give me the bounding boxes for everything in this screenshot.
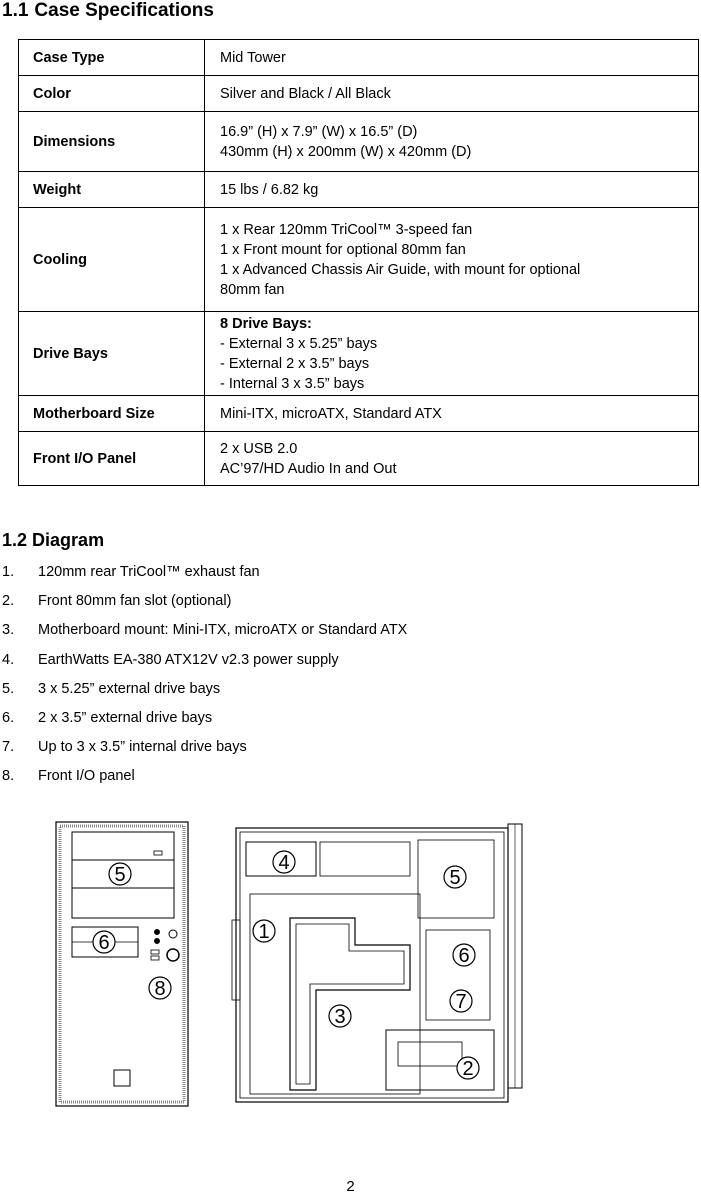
spec-value xyxy=(205,76,699,112)
case-diagram-svg xyxy=(50,820,530,1120)
spec-row xyxy=(19,112,699,172)
callout-5-front xyxy=(109,863,131,886)
spec-label: Dimensions xyxy=(19,112,205,172)
legend-number: 2. xyxy=(2,593,15,610)
callout-5-side xyxy=(444,866,466,889)
spec-value xyxy=(205,432,699,486)
spec-value-line: - Internal 3 x 3.5” bays xyxy=(220,375,365,392)
callout-number: 1 xyxy=(258,921,270,943)
spec-value-line: 1 x Rear 120mm TriCool™ 3-speed fan xyxy=(220,221,473,238)
section-heading-diagram xyxy=(2,530,104,551)
case-diagram xyxy=(50,820,530,1125)
legend-number: 8. xyxy=(2,768,15,785)
callout-7-side xyxy=(450,990,472,1013)
spec-value-line: 80mm fan xyxy=(220,281,285,298)
callout-6-front xyxy=(93,931,115,954)
callout-number: 5 xyxy=(449,867,461,889)
callout-2-side xyxy=(457,1057,479,1080)
spec-table xyxy=(18,39,699,486)
callout-number: 2 xyxy=(462,1058,474,1080)
spec-value-line: 8 Drive Bays: xyxy=(220,315,312,332)
callout-3-side xyxy=(329,1005,351,1028)
legend-number: 3. xyxy=(2,622,15,639)
spec-label: Case Type xyxy=(19,40,205,76)
callout-4-side xyxy=(273,851,295,874)
callout-number: 8 xyxy=(154,978,166,1000)
spec-value-line: 16.9” (H) x 7.9” (W) x 16.5” (D) xyxy=(220,123,418,140)
spec-row xyxy=(19,172,699,208)
spec-row xyxy=(19,76,699,112)
legend-text: Up to 3 x 3.5” internal drive bays xyxy=(38,739,247,756)
legend-text: Front I/O panel xyxy=(38,768,135,785)
spec-value xyxy=(205,312,699,396)
legend-number: 4. xyxy=(2,651,15,668)
legend-text: 120mm rear TriCool™ exhaust fan xyxy=(38,564,260,580)
spec-value-line: AC’97/HD Audio In and Out xyxy=(220,460,397,477)
spec-value-line: 15 lbs / 6.82 kg xyxy=(220,181,319,198)
spec-value-line: 1 x Front mount for optional 80mm fan xyxy=(220,241,466,258)
callout-number: 7 xyxy=(455,991,467,1013)
spec-value-line: Silver and Black / All Black xyxy=(220,85,391,102)
section-title: Diagram xyxy=(32,530,105,550)
callout-number: 6 xyxy=(98,932,110,954)
spec-value-line: Mini-ITX, microATX, Standard ATX xyxy=(220,405,442,422)
spec-label: Drive Bays xyxy=(19,312,205,396)
section-heading-specs xyxy=(2,0,214,22)
spec-value-line: - External 3 x 5.25” bays xyxy=(220,335,378,352)
legend-text: Motherboard mount: Mini-ITX, microATX or Standard ATX xyxy=(38,622,408,639)
spec-label: Motherboard Size xyxy=(19,396,205,432)
callout-number: 6 xyxy=(458,945,470,967)
spec-value-line: 430mm (H) x 200mm (W) x 420mm (D) xyxy=(220,143,472,160)
callout-1-side xyxy=(253,920,275,943)
spec-label: Weight xyxy=(19,172,205,208)
spec-value xyxy=(205,112,699,172)
legend-text: EarthWatts EA-380 ATX12V v2.3 power supply xyxy=(38,651,339,668)
spec-value xyxy=(205,40,699,76)
callout-number: 5 xyxy=(114,864,126,886)
legend-text: Front 80mm fan slot (optional) xyxy=(38,593,232,610)
spec-row xyxy=(19,40,699,76)
legend-number: 5. xyxy=(2,680,15,697)
spec-value xyxy=(205,396,699,432)
section-number: 1.1 xyxy=(2,0,29,21)
spec-value-line: 2 x USB 2.0 xyxy=(220,440,298,457)
spec-row xyxy=(19,312,699,396)
callout-6-side xyxy=(453,944,475,967)
legend-text: 2 x 3.5” external drive bays xyxy=(38,709,213,726)
spec-row xyxy=(19,396,699,432)
callout-number: 3 xyxy=(334,1006,346,1028)
page-number: 2 xyxy=(346,1178,355,1195)
spec-value-line: - External 2 x 3.5” bays xyxy=(220,355,370,372)
spec-row xyxy=(19,208,699,312)
callout-number: 4 xyxy=(278,852,290,874)
spec-label: Cooling xyxy=(19,208,205,312)
spec-value-line: 1 x Advanced Chassis Air Guide, with mount for optional xyxy=(220,261,581,278)
legend-number: 1. xyxy=(2,564,15,580)
section-title: Case Specifications xyxy=(34,0,214,21)
section-number: 1.2 xyxy=(2,530,28,550)
spec-label: Color xyxy=(19,76,205,112)
legend-number: 6. xyxy=(2,709,15,726)
spec-value-line: Mid Tower xyxy=(220,49,286,66)
legend-text: 3 x 5.25” external drive bays xyxy=(38,680,221,697)
spec-label: Front I/O Panel xyxy=(19,432,205,486)
spec-value xyxy=(205,208,699,312)
spec-value xyxy=(205,172,699,208)
spec-row xyxy=(19,432,699,486)
legend-number: 7. xyxy=(2,739,15,756)
callout-8-front xyxy=(149,977,171,1000)
